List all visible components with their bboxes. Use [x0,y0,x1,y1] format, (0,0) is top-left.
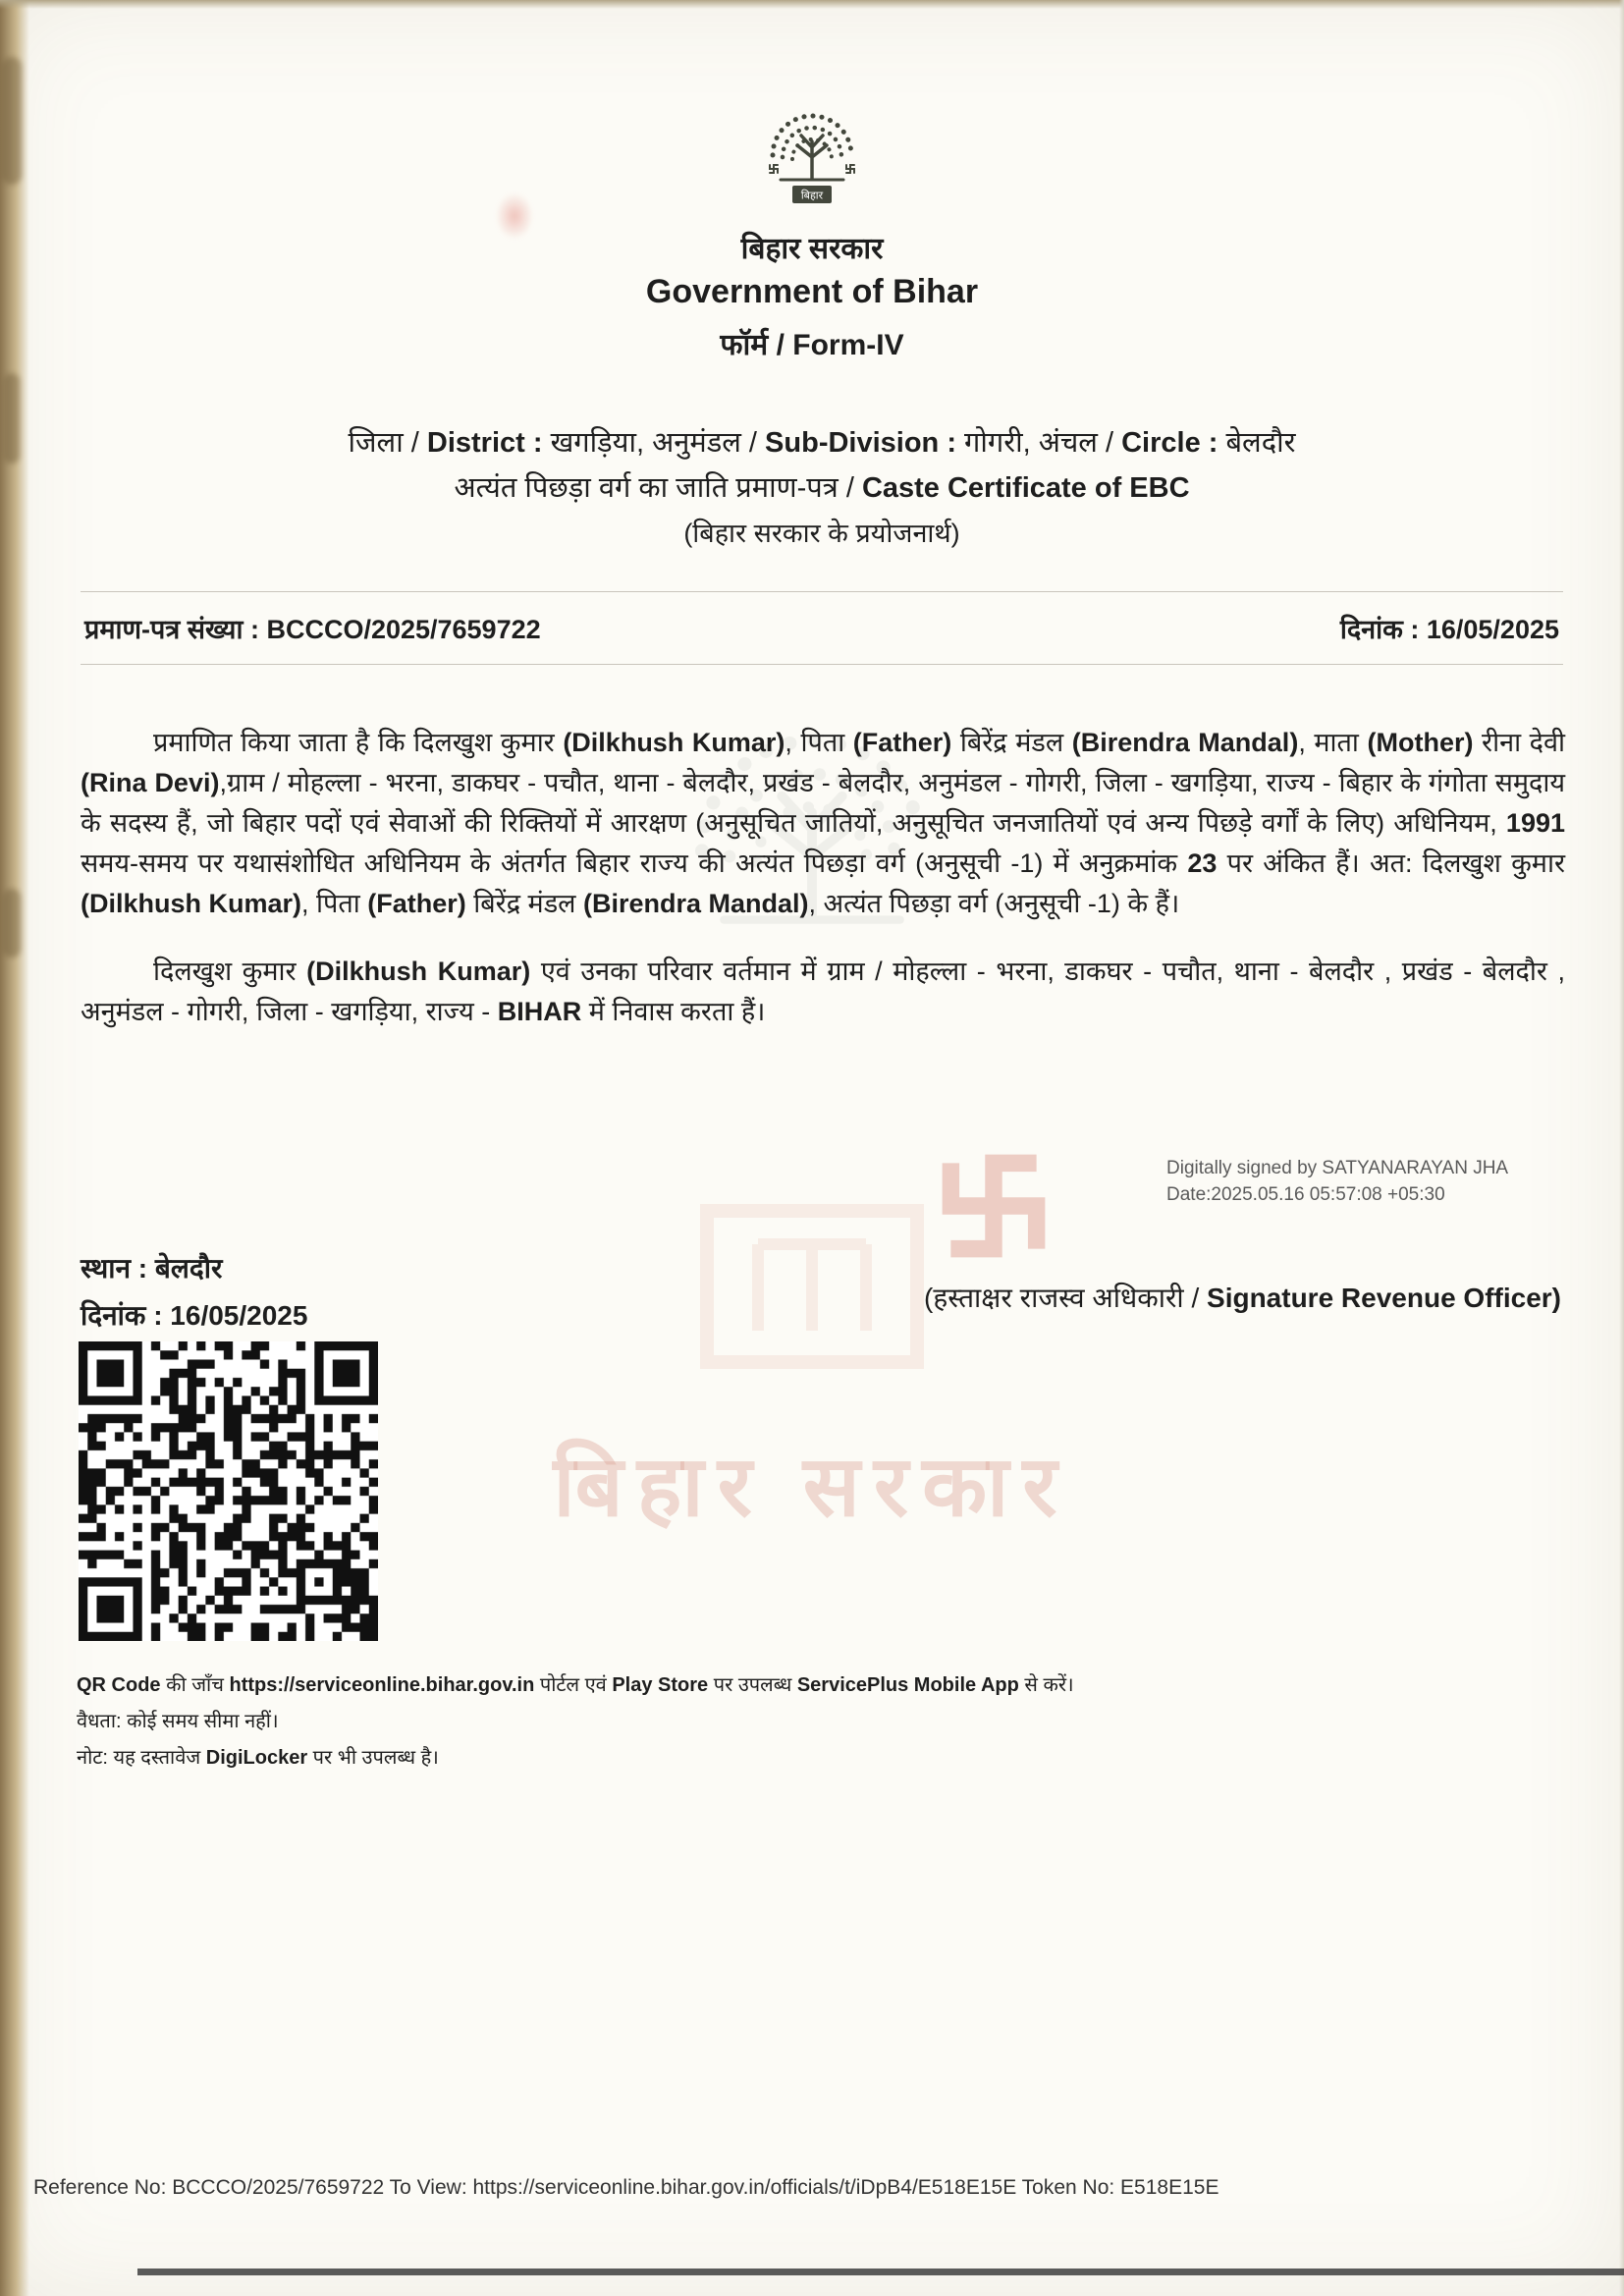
signature-officer-line: (हस्ताक्षर राजस्व अधिकारी / Signature Revenue Officer) [924,1283,1561,1313]
title-block [88,420,1555,556]
purpose-line: (बिहार सरकार के प्रयोजनार्थ) [683,519,960,548]
scan-artifact [4,373,20,464]
scan-artifact [3,889,21,957]
scan-edge-top [0,0,1624,9]
certificate-number: प्रमाण-पत्र संख्या : BCCCO/2025/7659722 [84,615,541,644]
digital-signature-date: Date:2025.05.16 05:57:08 +05:30 [1166,1184,1445,1205]
issue-date-line: दिनांक : 16/05/2025 [81,1300,308,1331]
watermark-swastika-icon [935,1147,1053,1270]
certificate-date: दिनांक : 16/05/2025 [1339,615,1559,644]
qr-note-verification: QR Code की जाँच https://serviceonline.bihar.gov.in पोर्टल एवं Play Store पर उपलब्ध ServicePlus Mobile App से करें। [77,1674,1074,1696]
district-subdivision-circle-line: जिला / District : खगड़िया, अनुमंडल / Sub-Division : गोगरी, अंचल / Circle : बेलदौर [348,427,1296,459]
org-name-english: Government of Bihar [645,273,979,310]
qr-note-validity: वैधता: कोई समय सीमा नहीं। [77,1711,279,1732]
org-name-hindi: बिहार सरकार [740,233,884,265]
certificate-title: अत्यंत पिछड़ा वर्ग का जाति प्रमाण-पत्र / Caste Certificate of EBC [454,472,1190,504]
place-date-block [81,1245,307,1339]
digital-signature-block [1166,1155,1569,1208]
reference-line: Reference No: BCCCO/2025/7659722 To View: https://serviceonline.bihar.gov.in/officials/t/iDpB4/E518E15E Token No: E518E15E [33,2176,1219,2199]
scan-edge-bottom [137,2269,1624,2275]
form-number: फॉर्म / Form-IV [720,329,904,361]
qr-code [79,1341,378,1641]
emblem-label: बिहार [800,190,824,202]
qr-note-digilocker: नोट: यह दस्तावेज DigiLocker पर भी उपलब्ध है। [77,1747,439,1769]
watermark-logo-box [699,1203,925,1375]
watermark-text: बिहार सरकार [553,1440,1071,1534]
qr-notes [77,1667,1545,1777]
certificate-body [81,723,1565,1032]
bihar-government-emblem-icon [738,84,886,213]
document-header [0,84,1624,363]
certificate-meta-row [81,591,1563,665]
digital-signature-signer: Digitally signed by SATYANARAYAN JHA [1166,1158,1509,1178]
certificate-paragraph-2: दिलखुश कुमार (Dilkhush Kumar) एवं उनका परिवार वर्तमान में ग्राम / मोहल्ला - भरना, डाकघर - पचौत, थाना - बेलदौर , प्रखंड - बेलदौर , अनुमंडल - गोगरी, जिला - खगड़िया, राज्य - BIHAR में निवास करता हैं। [81,957,1565,1026]
certificate-paragraph-1: प्रमाणित किया जाता है कि दिलखुश कुमार (Dilkhush Kumar), पिता (Father) बिरेंद्र मंडल (Birendra Mandal), माता (Mother) रीना देवी (Rina Devi),ग्राम / मोहल्ला - भरना, डाकघर - पचौत, थाना - बेलदौर, प्रखंड - बेलदौर, अनुमंडल - गोगरी, जिला - खगड़िया, राज्य - बिहार के गंगोता समुदाय के सदस्य हैं, जो बिहार पदों एवं सेवाओं की रिक्तियों में आरक्षण (अनुसूचित जातियों, अनुसूचित जनजातियों एवं अन्य पिछड़े वर्गों के लिए) अधिनियम, 1991 समय-समय पर यथासंशोधित अधिनियम के अंतर्गत बिहार राज्य की अत्यंत पिछड़ा वर्ग (अनुसूची -1) में अनुक्रमांक 23 पर अंकित हैं। अत: दिलखुश कुमार (Dilkhush Kumar), पिता (Father) बिरेंद्र मंडल (Birendra Mandal), अत्यंत पिछड़ा वर्ग (अनुसूची -1) के हैं। [81,728,1565,918]
place-line: स्थान : बेलदौर [81,1253,223,1284]
